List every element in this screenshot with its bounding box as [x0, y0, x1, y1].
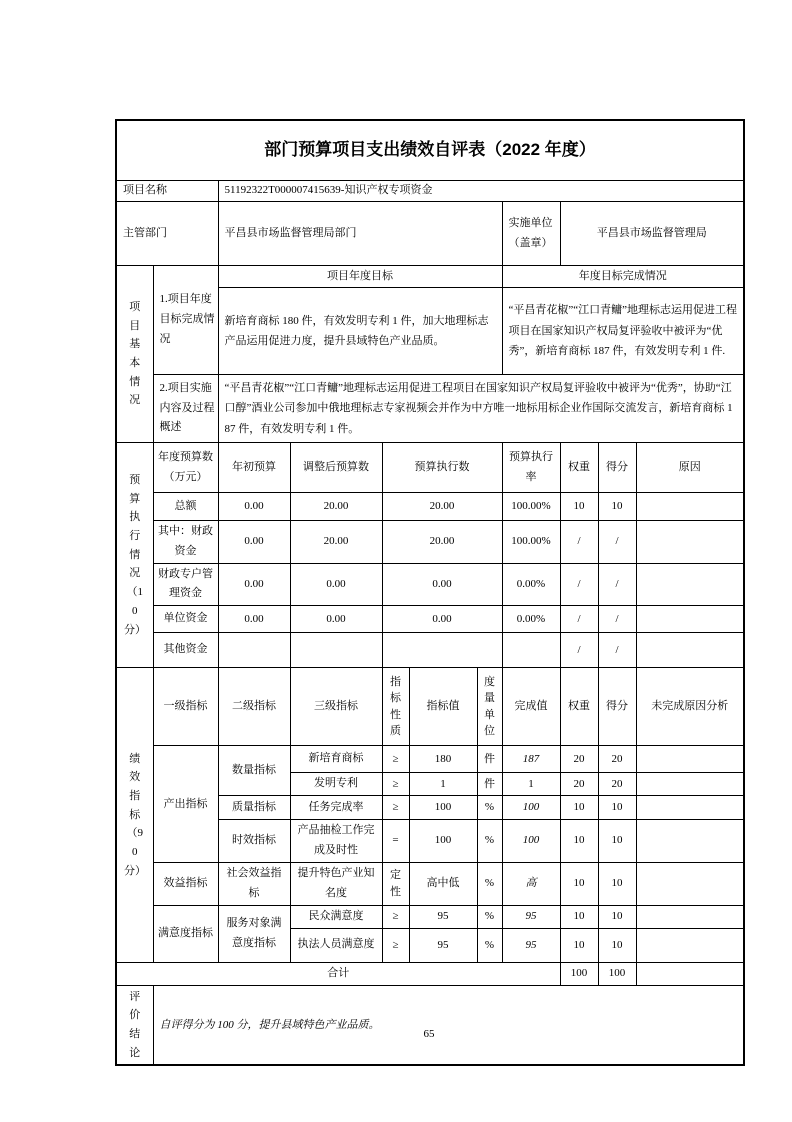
perf-score: 10: [598, 796, 636, 820]
budget-adjusted-value: 0.00: [290, 563, 382, 606]
budget-score-value: /: [598, 606, 636, 633]
budget-score-value: 10: [598, 493, 636, 521]
perf-nature: ≥: [382, 796, 409, 820]
perf-level1-satisfaction: 满意度指标: [153, 905, 218, 962]
perf-header-actual: 完成值: [502, 668, 560, 746]
budget-adjusted-value: 0.00: [290, 606, 382, 633]
perf-nature: 定性: [382, 863, 409, 906]
perf-level2-timeliness: 时效指标: [218, 820, 290, 863]
budget-header-initial: 年初预算: [218, 443, 290, 493]
perf-score: 10: [598, 928, 636, 962]
perf-nature: ≥: [382, 928, 409, 962]
budget-section-label: 预算执行情况（10分）: [116, 443, 153, 668]
perf-reason: [636, 773, 744, 796]
implement-unit-label: 实施单位（盖章）: [502, 202, 560, 266]
perf-reason: [636, 905, 744, 928]
budget-row-unit-funds: [116, 606, 744, 633]
budget-score-value: /: [598, 563, 636, 606]
perf-header-level2: 二级指标: [218, 668, 290, 746]
conclusion-label: 评价结论: [116, 985, 153, 1065]
budget-header-adjusted: 调整后预算数: [290, 443, 382, 493]
perf-header-score: 得分: [598, 668, 636, 746]
perf-indicator: 民众满意度: [290, 905, 382, 928]
self-evaluation-table: [115, 119, 745, 1066]
budget-header-weight: 权重: [560, 443, 598, 493]
perf-weight: 10: [560, 796, 598, 820]
total-label: 合计: [116, 962, 560, 985]
perf-score: 10: [598, 863, 636, 906]
total-reason: [636, 962, 744, 985]
perf-level2-quality: 质量指标: [218, 796, 290, 820]
budget-row-other-funds: [116, 633, 744, 668]
perf-unit: %: [477, 820, 502, 863]
perf-reason: [636, 746, 744, 773]
budget-weight-value: /: [560, 606, 598, 633]
budget-rate-value: 0.00%: [502, 606, 560, 633]
perf-actual: 100: [502, 820, 560, 863]
perf-unit: 件: [477, 773, 502, 796]
perf-target: 180: [409, 746, 477, 773]
perf-level2-quantity: 数量指标: [218, 746, 290, 796]
budget-reason-value: [636, 606, 744, 633]
budget-row-label: 财政专户管理资金: [153, 563, 218, 606]
budget-row-label: 其中：财政资金: [153, 521, 218, 564]
perf-nature: ≥: [382, 905, 409, 928]
perf-row-public-satisfaction: [116, 905, 744, 928]
perf-header-unit: 度量单位: [477, 668, 502, 746]
document-title: 部门预算项目支出绩效自评表（2022 年度）: [116, 120, 744, 181]
budget-rate-value: 100.00%: [502, 521, 560, 564]
budget-row-label: 单位资金: [153, 606, 218, 633]
perf-score: 10: [598, 820, 636, 863]
budget-weight-value: /: [560, 563, 598, 606]
perf-unit: %: [477, 928, 502, 962]
perf-indicator: 执法人员满意度: [290, 928, 382, 962]
budget-reason-value: [636, 521, 744, 564]
budget-row-total: [116, 493, 744, 521]
total-score: 100: [598, 962, 636, 985]
perf-score: 10: [598, 905, 636, 928]
perf-indicator: 新培育商标: [290, 746, 382, 773]
basic-completion-text: “平昌青花椒”“江口青鳙”地理标志运用促进工程项目在国家知识产权局复评验收中被评为“优秀”，新培育商标 187 件，有效发明专利 1 件.: [502, 288, 744, 375]
budget-header-reason: 原因: [636, 443, 744, 493]
department-value: 平昌县市场监督管理局部门: [218, 202, 502, 266]
perf-target: 95: [409, 905, 477, 928]
budget-executed-value: 0.00: [382, 606, 502, 633]
project-name-value: 51192322T000007415639-知识产权专项资金: [218, 181, 744, 202]
budget-initial-value: [218, 633, 290, 668]
budget-weight-value: /: [560, 521, 598, 564]
perf-actual: 95: [502, 928, 560, 962]
perf-actual: 187: [502, 746, 560, 773]
perf-target: 1: [409, 773, 477, 796]
budget-initial-value: 0.00: [218, 606, 290, 633]
performance-section-label: 绩效指标（90分）: [116, 668, 153, 962]
basic-goal-header: 项目年度目标: [218, 266, 502, 288]
perf-target: 高中低: [409, 863, 477, 906]
budget-header-score: 得分: [598, 443, 636, 493]
budget-executed-value: [382, 633, 502, 668]
perf-header-level3: 三级指标: [290, 668, 382, 746]
budget-reason-value: [636, 493, 744, 521]
budget-row-label: 其他资金: [153, 633, 218, 668]
total-weight: 100: [560, 962, 598, 985]
perf-score: 20: [598, 746, 636, 773]
budget-initial-value: 0.00: [218, 563, 290, 606]
project-name-label: 项目名称: [116, 181, 218, 202]
perf-weight: 10: [560, 928, 598, 962]
budget-row-special-account: [116, 563, 744, 606]
perf-row-industry-fame: [116, 863, 744, 906]
perf-row-trademark: [116, 746, 744, 773]
budget-executed-value: 20.00: [382, 521, 502, 564]
department-label: 主管部门: [116, 202, 218, 266]
budget-reason-value: [636, 633, 744, 668]
budget-weight-value: 10: [560, 493, 598, 521]
perf-reason: [636, 820, 744, 863]
perf-header-reason: 未完成原因分析: [636, 668, 744, 746]
budget-header-annual: 年度预算数（万元）: [153, 443, 218, 493]
perf-unit: %: [477, 796, 502, 820]
budget-header-executed: 预算执行数: [382, 443, 502, 493]
perf-header-level1: 一级指标: [153, 668, 218, 746]
perf-level1-benefit: 效益指标: [153, 863, 218, 906]
budget-weight-value: /: [560, 633, 598, 668]
perf-indicator: 发明专利: [290, 773, 382, 796]
perf-target: 95: [409, 928, 477, 962]
budget-score-value: /: [598, 633, 636, 668]
perf-weight: 20: [560, 773, 598, 796]
basic-goal-text: 新培育商标 180 件，有效发明专利 1 件，加大地理标志产品运用促进力度，提升县域特色产业品质。: [218, 288, 502, 375]
budget-adjusted-value: 20.00: [290, 493, 382, 521]
budget-executed-value: 0.00: [382, 563, 502, 606]
perf-level2-social: 社会效益指标: [218, 863, 290, 906]
perf-header-target: 指标值: [409, 668, 477, 746]
budget-header-rate: 预算执行率: [502, 443, 560, 493]
budget-rate-value: 0.00%: [502, 563, 560, 606]
perf-nature: ≥: [382, 746, 409, 773]
budget-executed-value: 20.00: [382, 493, 502, 521]
perf-unit: %: [477, 905, 502, 928]
perf-reason: [636, 928, 744, 962]
budget-row-fiscal: [116, 521, 744, 564]
perf-nature: ≥: [382, 773, 409, 796]
perf-weight: 20: [560, 746, 598, 773]
basic-row2-label: 2.项目实施内容及过程概述: [153, 375, 218, 443]
page-number: 65: [423, 1028, 435, 1040]
perf-indicator: 产品抽检工作完成及时性: [290, 820, 382, 863]
implement-unit-value: 平昌县市场监督管理局: [560, 202, 744, 266]
basic-completion-header: 年度目标完成情况: [502, 266, 744, 288]
perf-level1-output: 产出指标: [153, 746, 218, 863]
conclusion-row: [116, 985, 744, 1065]
perf-weight: 10: [560, 863, 598, 906]
perf-target: 100: [409, 796, 477, 820]
budget-initial-value: 0.00: [218, 493, 290, 521]
perf-actual: 高: [502, 863, 560, 906]
budget-row-label: 总额: [153, 493, 218, 521]
budget-reason-value: [636, 563, 744, 606]
perf-actual: 95: [502, 905, 560, 928]
perf-target: 100: [409, 820, 477, 863]
total-row: [116, 962, 744, 985]
perf-score: 20: [598, 773, 636, 796]
perf-header-weight: 权重: [560, 668, 598, 746]
perf-weight: 10: [560, 820, 598, 863]
perf-weight: 10: [560, 905, 598, 928]
budget-rate-value: [502, 633, 560, 668]
basic-section-label: 项目基本情况: [116, 266, 153, 443]
perf-actual: 1: [502, 773, 560, 796]
basic-row1-label: 1.项目年度目标完成情况: [153, 266, 218, 375]
perf-level2-service: 服务对象满意度指标: [218, 905, 290, 962]
perf-header-nature: 指标性质: [382, 668, 409, 746]
budget-adjusted-value: 20.00: [290, 521, 382, 564]
budget-rate-value: 100.00%: [502, 493, 560, 521]
perf-indicator: 提升特色产业知名度: [290, 863, 382, 906]
basic-row2-text: “平昌青花椒”“江口青鳙”地理标志运用促进工程项目在国家知识产权局复评验收中被评为“优秀”，协助“江口醇”酒业公司参加中俄地理标志专家视频会并作为中方唯一地标用标企业作国际交流发言，新培育商标 187 件，有效发明专利 1 件。: [218, 375, 744, 443]
perf-actual: 100: [502, 796, 560, 820]
perf-reason: [636, 796, 744, 820]
budget-adjusted-value: [290, 633, 382, 668]
perf-indicator: 任务完成率: [290, 796, 382, 820]
perf-reason: [636, 863, 744, 906]
perf-unit: 件: [477, 746, 502, 773]
perf-nature: =: [382, 820, 409, 863]
perf-unit: %: [477, 863, 502, 906]
conclusion-text: 自评得分为 100 分，提升县域特色产业品质。: [153, 985, 744, 1065]
budget-initial-value: 0.00: [218, 521, 290, 564]
budget-score-value: /: [598, 521, 636, 564]
